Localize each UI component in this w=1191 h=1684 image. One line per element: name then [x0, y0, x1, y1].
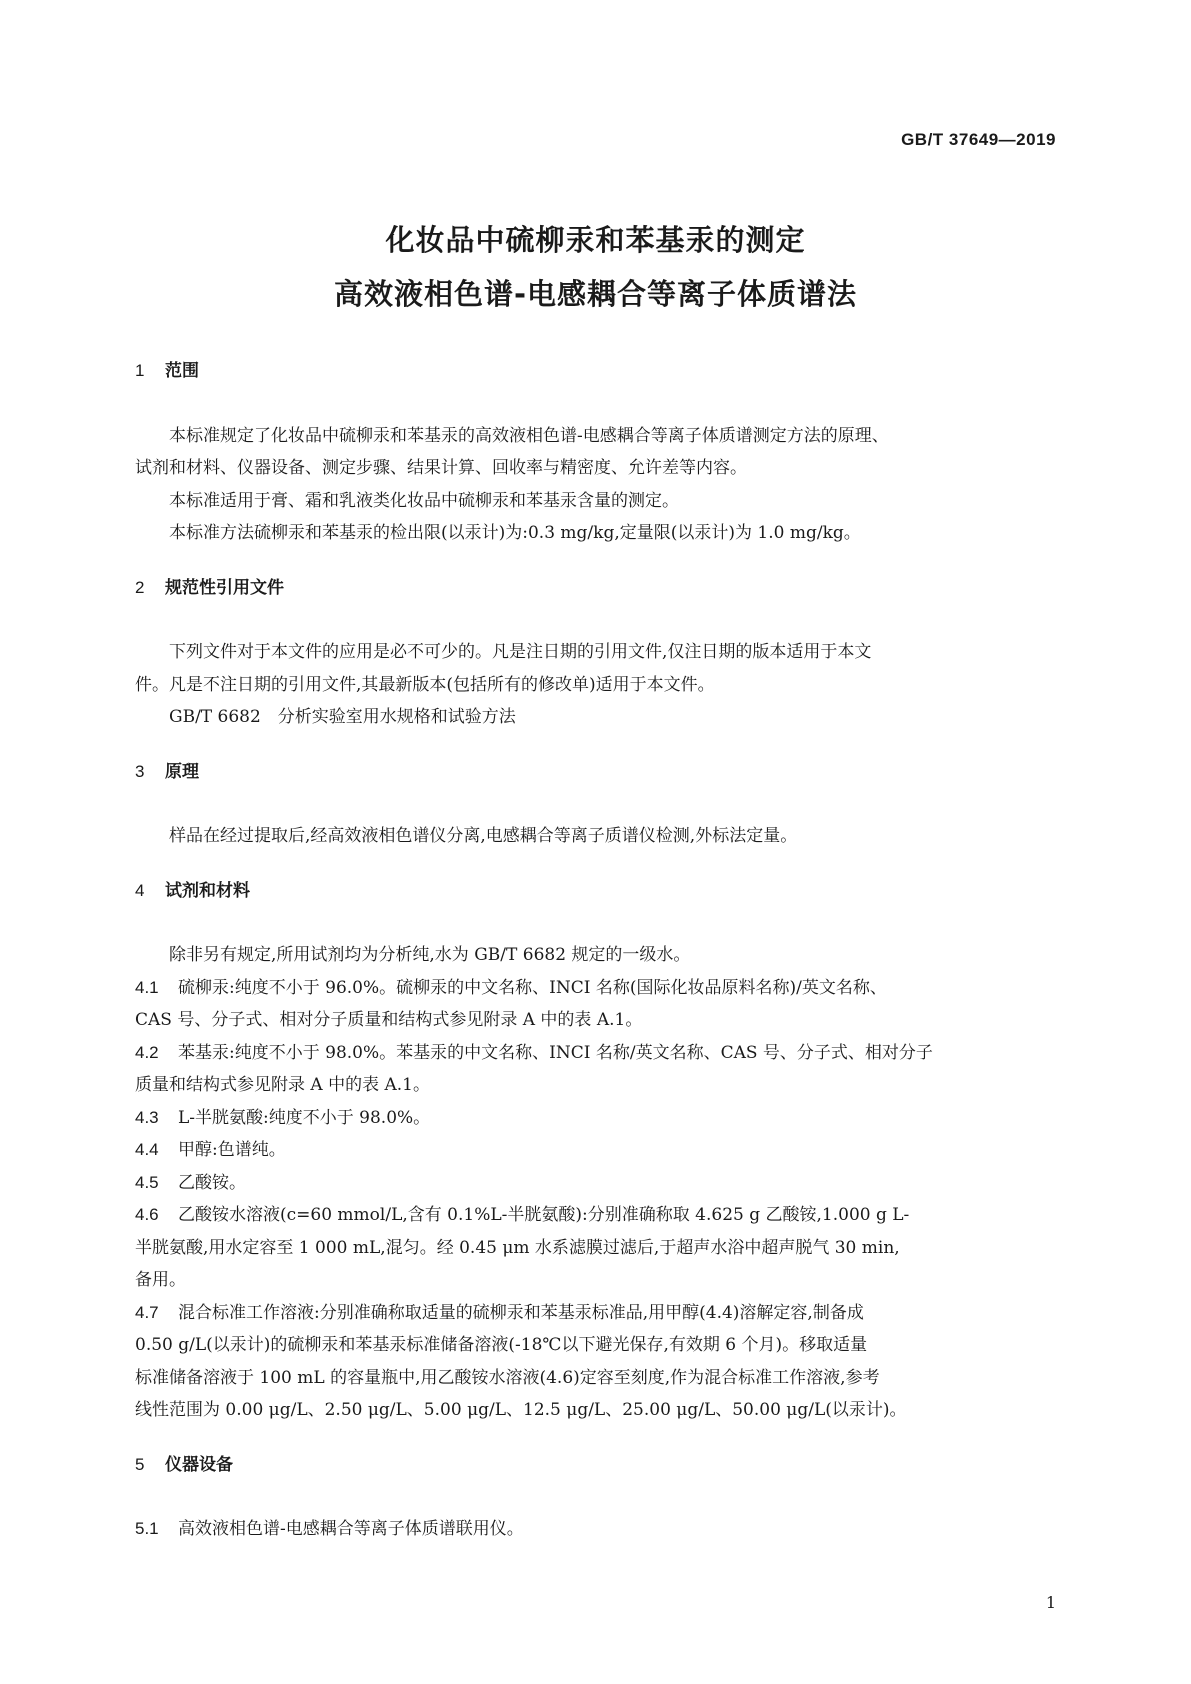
- section-title: 规范性引用文件: [165, 577, 284, 598]
- paragraph: 下列文件对于本文件的应用是必不可少的。凡是注日期的引用文件,仅注日期的版本适用于本文: [169, 642, 872, 662]
- document-body: [135, 355, 1055, 1546]
- paragraph: [135, 420, 1055, 453]
- clause-4-7: [135, 1297, 1055, 1330]
- section-3-heading: [135, 756, 1055, 789]
- clause-4-5: [135, 1167, 1055, 1200]
- clause-4-2: [135, 1037, 1055, 1070]
- clause-4-1: [135, 972, 1055, 1005]
- clause-continuation: 备用。: [135, 1270, 186, 1290]
- text-line: 本标准规定了化妆品中硫柳汞和苯基汞的高效液相色谱-电感耦合等离子体质谱测定方法的原理、: [169, 425, 889, 446]
- clause-4-3: [135, 1102, 1055, 1135]
- text-line: 苯基汞:纯度不小于 98.0%。苯基汞的中文名称、INCI 名称/英文名称、CAS 号、分子式、相对分子: [178, 1042, 933, 1063]
- paragraph: 本标准适用于膏、霜和乳液类化妆品中硫柳汞和苯基汞含量的测定。: [169, 490, 679, 511]
- text-line: L-半胱氨酸:纯度不小于 98.0%。: [178, 1107, 431, 1128]
- section-2-heading: [135, 572, 1055, 605]
- text-line: 高效液相色谱-电感耦合等离子体质谱联用仪。: [178, 1519, 524, 1539]
- clause-4-4: [135, 1134, 1055, 1167]
- section-number: 5: [135, 1454, 145, 1474]
- section-title: 范围: [165, 361, 199, 381]
- clause-continuation: 线性范围为 0.00 μg/L、2.50 μg/L、5.00 μg/L、12.5 μg/L、25.00 μg/L、50.00 μg/L(以汞计)。: [135, 1400, 907, 1420]
- section-5-heading: [135, 1449, 1055, 1482]
- text-line: 乙酸铵。: [178, 1172, 246, 1193]
- clause-number: 4.7: [135, 1302, 159, 1322]
- section-number: 4: [135, 880, 145, 900]
- clause-number: 5.1: [135, 1519, 159, 1538]
- section-number: 2: [135, 577, 145, 597]
- clause-number: 4.2: [135, 1042, 159, 1062]
- clause-number: 4.5: [135, 1172, 159, 1192]
- clause-continuation: 质量和结构式参见附录 A 中的表 A.1。: [135, 1075, 430, 1095]
- text-line: 试剂和材料、仪器设备、测定步骤、结果计算、回收率与精密度、允许差等内容。: [135, 458, 747, 478]
- standard-code: GB/T 37649—2019: [901, 130, 1056, 149]
- text-line: 乙酸铵水溶液(c=60 mmol/L,含有 0.1%L-半胱氨酸):分别准确称取 4.625 g 乙酸铵,1.000 g L-: [178, 1205, 910, 1225]
- clause-4-6: [135, 1199, 1055, 1232]
- document-title-line1: 化妆品中硫柳汞和苯基汞的测定: [385, 223, 806, 257]
- clause-number: 4.1: [135, 977, 159, 997]
- section-1-heading: [135, 355, 1055, 388]
- paragraph: 除非另有规定,所用试剂均为分析纯,水为 GB/T 6682 规定的一级水。: [169, 945, 691, 965]
- normative-reference: GB/T 6682 分析实验室用水规格和试验方法: [169, 707, 516, 727]
- section-title: 原理: [165, 761, 199, 782]
- paragraph: 样品在经过提取后,经高效液相色谱仪分离,电感耦合等离子质谱仪检测,外标法定量。: [169, 826, 798, 846]
- clause-continuation: 半胱氨酸,用水定容至 1 000 mL,混匀。经 0.45 μm 水系滤膜过滤后,于超声水浴中超声脱气 30 min,: [135, 1237, 900, 1258]
- paragraph-continuation: [135, 452, 1055, 485]
- section-number: 1: [135, 361, 145, 380]
- paragraph: 本标准方法硫柳汞和苯基汞的检出限(以汞计)为:0.3 mg/kg,定量限(以汞计)为 1.0 mg/kg。: [169, 523, 861, 543]
- section-title: 仪器设备: [165, 1454, 233, 1475]
- clause-number: 4.4: [135, 1140, 159, 1159]
- clause-number: 4.6: [135, 1205, 159, 1224]
- document-title-line2: 高效液相色谱-电感耦合等离子体质谱法: [333, 277, 858, 311]
- clause-continuation: CAS 号、分子式、相对分子质量和结构式参见附录 A 中的表 A.1。: [135, 1010, 643, 1030]
- section-4-heading: [135, 875, 1055, 908]
- page-number: 1: [1045, 1593, 1056, 1612]
- text-line: 混合标准工作溶液:分别准确称取适量的硫柳汞和苯基汞标准品,用甲醇(4.4)溶解定容,制备成: [178, 1302, 864, 1323]
- clause-continuation: 标准储备溶液于 100 mL 的容量瓶中,用乙酸铵水溶液(4.6)定容至刻度,作为混合标准工作溶液,参考: [135, 1367, 880, 1388]
- section-title: 试剂和材料: [165, 880, 250, 901]
- clause-5-1: [135, 1513, 1055, 1546]
- text-line: 甲醇:色谱纯。: [178, 1140, 286, 1160]
- section-number: 3: [135, 761, 145, 781]
- text-line: 硫柳汞:纯度不小于 96.0%。硫柳汞的中文名称、INCI 名称(国际化妆品原料名称)/英文名称、: [178, 977, 887, 998]
- clause-number: 4.3: [135, 1107, 159, 1127]
- clause-continuation: 0.50 g/L(以汞计)的硫柳汞和苯基汞标准储备溶液(-18℃以下避光保存,有效期 6 个月)。移取适量: [135, 1335, 868, 1355]
- paragraph-continuation: 件。凡是不注日期的引用文件,其最新版本(包括所有的修改单)适用于本文件。: [135, 674, 715, 695]
